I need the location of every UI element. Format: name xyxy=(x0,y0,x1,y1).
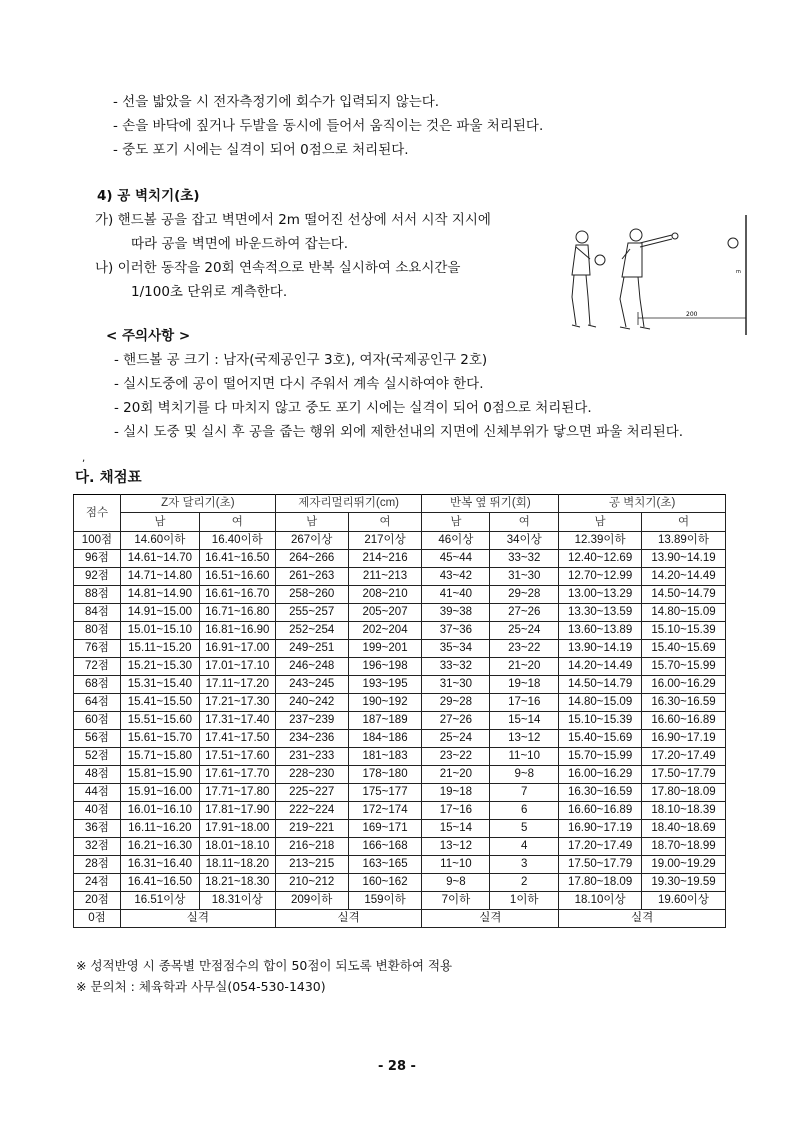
table-cell: 21~20 xyxy=(422,766,490,784)
scoring-table-body xyxy=(74,532,726,910)
male-header: 남 xyxy=(559,513,642,532)
table-cell: 210~212 xyxy=(275,874,348,892)
table-row xyxy=(74,658,726,676)
table-cell: 16.51~16.60 xyxy=(199,568,275,586)
table-cell: 202~204 xyxy=(348,622,422,640)
instruction-line: 나) 이러한 동작을 20회 연속적으로 반복 실시하여 소요시간을 xyxy=(95,260,461,276)
table-cell: 15.71~15.80 xyxy=(120,748,199,766)
male-header: 남 xyxy=(275,513,348,532)
table-cell: 190~192 xyxy=(348,694,422,712)
table-cell: 37~36 xyxy=(422,622,490,640)
table-cell: 255~257 xyxy=(275,604,348,622)
table-cell: 14.20~14.49 xyxy=(559,658,642,676)
table-cell: 213~215 xyxy=(275,856,348,874)
event-header: 제자리멀리뛰기(cm) xyxy=(275,495,422,513)
table-cell: 17.80~18.09 xyxy=(642,784,726,802)
table-cell: 27~26 xyxy=(422,712,490,730)
score-cell: 0점 xyxy=(74,910,121,928)
table-cell: 17.51~17.60 xyxy=(199,748,275,766)
table-row xyxy=(74,568,726,586)
table-cell: 15.61~15.70 xyxy=(120,730,199,748)
table-row xyxy=(74,838,726,856)
table-row xyxy=(74,712,726,730)
table-row xyxy=(74,802,726,820)
caution-title: < 주의사항 > xyxy=(106,328,191,344)
table-cell: 211~213 xyxy=(348,568,422,586)
table-cell: 33~32 xyxy=(490,550,559,568)
table-cell: 27~26 xyxy=(490,604,559,622)
table-cell: 15.70~15.99 xyxy=(559,748,642,766)
table-row xyxy=(74,730,726,748)
table-cell: 14.20~14.49 xyxy=(642,568,726,586)
table-cell: 2 xyxy=(490,874,559,892)
score-cell: 48점 xyxy=(74,766,121,784)
table-cell: 17~16 xyxy=(422,802,490,820)
table-cell: 231~233 xyxy=(275,748,348,766)
table-cell: 7이하 xyxy=(422,892,490,910)
table-cell: 187~189 xyxy=(348,712,422,730)
table-cell: 17.50~17.79 xyxy=(642,766,726,784)
female-header: 여 xyxy=(490,513,559,532)
svg-text:m: m xyxy=(736,269,741,275)
table-cell: 205~207 xyxy=(348,604,422,622)
table-cell: 13~12 xyxy=(422,838,490,856)
table-cell: 13.90~14.19 xyxy=(559,640,642,658)
table-cell: 31~30 xyxy=(490,568,559,586)
table-cell: 13.00~13.29 xyxy=(559,586,642,604)
score-cell: 60점 xyxy=(74,712,121,730)
table-cell: 15.51~15.60 xyxy=(120,712,199,730)
table-cell: 17.20~17.49 xyxy=(559,838,642,856)
table-cell: 29~28 xyxy=(490,586,559,604)
table-cell: 19~18 xyxy=(490,676,559,694)
score-cell: 24점 xyxy=(74,874,121,892)
table-cell: 11~10 xyxy=(490,748,559,766)
rule-line: - 선을 밟았을 시 전자측정기에 회수가 입력되지 않는다. xyxy=(113,94,440,110)
table-cell: 237~239 xyxy=(275,712,348,730)
male-header: 남 xyxy=(120,513,199,532)
table-cell: 16.41~16.50 xyxy=(199,550,275,568)
table-cell: 17.41~17.50 xyxy=(199,730,275,748)
table-row xyxy=(74,892,726,910)
table-cell: 16.31~16.40 xyxy=(120,856,199,874)
score-cell: 52점 xyxy=(74,748,121,766)
table-row xyxy=(74,676,726,694)
caution-line: - 핸드볼 공 크기 : 남자(국제공인구 3호), 여자(국제공인구 2호) xyxy=(114,352,488,368)
score-header: 점수 xyxy=(74,495,121,532)
table-row xyxy=(74,874,726,892)
table-row xyxy=(74,604,726,622)
table-cell: 6 xyxy=(490,802,559,820)
table-cell: 184~186 xyxy=(348,730,422,748)
table-cell: 16.21~16.30 xyxy=(120,838,199,856)
score-cell: 100점 xyxy=(74,532,121,550)
table-cell: 166~168 xyxy=(348,838,422,856)
table-cell: 246~248 xyxy=(275,658,348,676)
table-cell: 15~14 xyxy=(490,712,559,730)
table-cell: 15~14 xyxy=(422,820,490,838)
table-cell: 17.81~17.90 xyxy=(199,802,275,820)
table-cell: 264~266 xyxy=(275,550,348,568)
table-cell: 16.81~16.90 xyxy=(199,622,275,640)
score-cell: 40점 xyxy=(74,802,121,820)
caution-line: - 실시 도중 및 실시 후 공을 줍는 행위 외에 제한선내의 지면에 신체부위가 닿으면 파울 처리된다. xyxy=(114,424,684,440)
table-cell: 17.01~17.10 xyxy=(199,658,275,676)
table-cell: 222~224 xyxy=(275,802,348,820)
table-row xyxy=(74,784,726,802)
table-cell: 249~251 xyxy=(275,640,348,658)
table-cell: 33~32 xyxy=(422,658,490,676)
table-cell: 18.11~18.20 xyxy=(199,856,275,874)
score-cell: 44점 xyxy=(74,784,121,802)
table-cell: 214~216 xyxy=(348,550,422,568)
table-cell: 14.91~15.00 xyxy=(120,604,199,622)
table-cell: 15.31~15.40 xyxy=(120,676,199,694)
table-cell: 19~18 xyxy=(422,784,490,802)
score-cell: 28점 xyxy=(74,856,121,874)
table-cell: 13.30~13.59 xyxy=(559,604,642,622)
table-cell: 11~10 xyxy=(422,856,490,874)
table-cell: 45~44 xyxy=(422,550,490,568)
table-cell: 243~245 xyxy=(275,676,348,694)
page-number: - 28 - xyxy=(378,1059,416,1074)
table-cell: 234~236 xyxy=(275,730,348,748)
table-cell: 15.81~15.90 xyxy=(120,766,199,784)
table-cell: 17.11~17.20 xyxy=(199,676,275,694)
table-cell: 1이하 xyxy=(490,892,559,910)
table-cell: 41~40 xyxy=(422,586,490,604)
table-cell: 14.50~14.79 xyxy=(642,586,726,604)
footnote: ※ 문의처 : 체육학과 사무실(054-530-1430) xyxy=(76,979,326,994)
table-cell: 19.00~19.29 xyxy=(642,856,726,874)
table-cell: 17.50~17.79 xyxy=(559,856,642,874)
table-cell: 16.11~16.20 xyxy=(120,820,199,838)
scoring-table xyxy=(73,494,726,928)
table-row xyxy=(74,694,726,712)
table-cell: 9~8 xyxy=(490,766,559,784)
table-cell: 18.70~18.99 xyxy=(642,838,726,856)
table-row xyxy=(74,550,726,568)
table-cell: 16.60~16.89 xyxy=(642,712,726,730)
table-cell: 17.71~17.80 xyxy=(199,784,275,802)
section-title: 4) 공 벽치기(초) xyxy=(97,188,200,204)
score-cell: 92점 xyxy=(74,568,121,586)
table-cell: 25~24 xyxy=(490,622,559,640)
table-cell: 16.40이하 xyxy=(199,532,275,550)
table-cell: 19.30~19.59 xyxy=(642,874,726,892)
table-cell: 25~24 xyxy=(422,730,490,748)
table-cell: 228~230 xyxy=(275,766,348,784)
table-cell: 17.80~18.09 xyxy=(559,874,642,892)
table-cell: 34이상 xyxy=(490,532,559,550)
table-cell: 16.51이상 xyxy=(120,892,199,910)
table-cell: 15.11~15.20 xyxy=(120,640,199,658)
table-cell: 216~218 xyxy=(275,838,348,856)
table-cell: 14.81~14.90 xyxy=(120,586,199,604)
event-header: 반복 옆 뛰기(회) xyxy=(422,495,559,513)
table-cell: 21~20 xyxy=(490,658,559,676)
score-cell: 80점 xyxy=(74,622,121,640)
table-cell: 17.20~17.49 xyxy=(642,748,726,766)
table-cell: 15.01~15.10 xyxy=(120,622,199,640)
score-cell: 68점 xyxy=(74,676,121,694)
table-cell: 12.40~12.69 xyxy=(559,550,642,568)
table-cell: 17.91~18.00 xyxy=(199,820,275,838)
table-cell: 46이상 xyxy=(422,532,490,550)
instruction-line: 따라 공을 벽면에 바운드하여 잡는다. xyxy=(131,236,349,252)
score-cell: 76점 xyxy=(74,640,121,658)
table-cell: 181~183 xyxy=(348,748,422,766)
score-cell: 20점 xyxy=(74,892,121,910)
table-cell: 35~34 xyxy=(422,640,490,658)
table-cell: 23~22 xyxy=(422,748,490,766)
table-cell: 14.71~14.80 xyxy=(120,568,199,586)
score-cell: 96점 xyxy=(74,550,121,568)
table-cell: 217이상 xyxy=(348,532,422,550)
table-cell: 172~174 xyxy=(348,802,422,820)
female-header: 여 xyxy=(642,513,726,532)
disqualified-cell: 실격 xyxy=(559,910,726,928)
table-row xyxy=(74,820,726,838)
score-cell: 36점 xyxy=(74,820,121,838)
table-cell: 219~221 xyxy=(275,820,348,838)
table-cell: 16.71~16.80 xyxy=(199,604,275,622)
instruction-line: 가) 핸드볼 공을 잡고 벽면에서 2m 떨어진 선상에 서서 시작 지시에 xyxy=(95,212,491,228)
table-cell: 209이하 xyxy=(275,892,348,910)
table-cell: 18.01~18.10 xyxy=(199,838,275,856)
table-cell: 240~242 xyxy=(275,694,348,712)
caution-line: - 20회 벽치기를 다 마치지 않고 중도 포기 시에는 실격이 되어 0점으로 처리된다. xyxy=(114,400,592,416)
table-cell: 17.61~17.70 xyxy=(199,766,275,784)
table-cell: 193~195 xyxy=(348,676,422,694)
table-cell: 208~210 xyxy=(348,586,422,604)
table-cell: 15.41~15.50 xyxy=(120,694,199,712)
footnote: ※ 성적반영 시 종목별 만점점수의 합이 50점이 되도록 변환하여 적용 xyxy=(76,958,453,973)
table-cell: 15.91~16.00 xyxy=(120,784,199,802)
table-cell: 18.10~18.39 xyxy=(642,802,726,820)
table-cell: 15.40~15.69 xyxy=(642,640,726,658)
event-header: 공 벽치기(초) xyxy=(559,495,726,513)
score-cell: 88점 xyxy=(74,586,121,604)
table-cell: 5 xyxy=(490,820,559,838)
disqualified-cell: 실격 xyxy=(120,910,275,928)
table-cell: 18.10이상 xyxy=(559,892,642,910)
female-header: 여 xyxy=(348,513,422,532)
table-cell: 14.80~15.09 xyxy=(559,694,642,712)
table-cell: 15.70~15.99 xyxy=(642,658,726,676)
table-cell: 15.10~15.39 xyxy=(642,622,726,640)
table-cell: 17.21~17.30 xyxy=(199,694,275,712)
table-cell: 12.39이하 xyxy=(559,532,642,550)
table-cell: 18.21~18.30 xyxy=(199,874,275,892)
table-cell: 16.90~17.19 xyxy=(559,820,642,838)
score-cell: 72점 xyxy=(74,658,121,676)
table-cell: 13.60~13.89 xyxy=(559,622,642,640)
table-cell: 261~263 xyxy=(275,568,348,586)
table-cell: 13.90~14.19 xyxy=(642,550,726,568)
table-cell: 175~177 xyxy=(348,784,422,802)
rule-line: - 중도 포기 시에는 실격이 되어 0점으로 처리된다. xyxy=(113,142,409,158)
instruction-line: 1/100초 단위로 계측한다. xyxy=(131,284,288,300)
female-header: 여 xyxy=(199,513,275,532)
table-cell: 16.01~16.10 xyxy=(120,802,199,820)
table-cell: 159이하 xyxy=(348,892,422,910)
table-cell: 163~165 xyxy=(348,856,422,874)
table-cell: 7 xyxy=(490,784,559,802)
table-cell: 17~16 xyxy=(490,694,559,712)
table-cell: 258~260 xyxy=(275,586,348,604)
table-cell: 14.60이하 xyxy=(120,532,199,550)
table-cell: 16.60~16.89 xyxy=(559,802,642,820)
score-cell: 84점 xyxy=(74,604,121,622)
table-cell: 43~42 xyxy=(422,568,490,586)
ball-wall-illustration xyxy=(560,215,755,340)
table-cell: 16.90~17.19 xyxy=(642,730,726,748)
disqualified-cell: 실격 xyxy=(422,910,559,928)
table-cell: 15.40~15.69 xyxy=(559,730,642,748)
table-cell: 252~254 xyxy=(275,622,348,640)
table-cell: 12.70~12.99 xyxy=(559,568,642,586)
table-cell: 16.00~16.29 xyxy=(559,766,642,784)
table-cell: 16.61~16.70 xyxy=(199,586,275,604)
table-row xyxy=(74,622,726,640)
table-cell: 4 xyxy=(490,838,559,856)
table-cell: 196~198 xyxy=(348,658,422,676)
table-cell: 13.89이하 xyxy=(642,532,726,550)
table-cell: 15.21~15.30 xyxy=(120,658,199,676)
table-cell: 267이상 xyxy=(275,532,348,550)
table-cell: 14.50~14.79 xyxy=(559,676,642,694)
table-cell: 39~38 xyxy=(422,604,490,622)
table-cell: 16.41~16.50 xyxy=(120,874,199,892)
table-row xyxy=(74,856,726,874)
table-cell: 169~171 xyxy=(348,820,422,838)
distance-label: 200 xyxy=(686,311,698,318)
table-cell: 14.61~14.70 xyxy=(120,550,199,568)
score-cell: 56점 xyxy=(74,730,121,748)
table-cell: 23~22 xyxy=(490,640,559,658)
score-cell: 32점 xyxy=(74,838,121,856)
table-cell: 16.30~16.59 xyxy=(642,694,726,712)
caution-line: - 실시도중에 공이 떨어지면 다시 주워서 계속 실시하여야 한다. xyxy=(114,376,484,392)
table-row xyxy=(74,640,726,658)
table-row xyxy=(74,532,726,550)
table-row xyxy=(74,766,726,784)
disqualified-cell: 실격 xyxy=(275,910,422,928)
table-cell: 17.31~17.40 xyxy=(199,712,275,730)
stray-mark: , xyxy=(82,453,86,464)
score-section-title: 다. 채점표 xyxy=(75,470,142,486)
table-cell: 16.30~16.59 xyxy=(559,784,642,802)
table-cell: 16.91~17.00 xyxy=(199,640,275,658)
table-cell: 178~180 xyxy=(348,766,422,784)
table-cell: 16.00~16.29 xyxy=(642,676,726,694)
table-cell: 13~12 xyxy=(490,730,559,748)
table-cell: 15.10~15.39 xyxy=(559,712,642,730)
table-cell: 19.60이상 xyxy=(642,892,726,910)
table-cell: 3 xyxy=(490,856,559,874)
table-cell: 199~201 xyxy=(348,640,422,658)
table-cell: 31~30 xyxy=(422,676,490,694)
score-cell: 64점 xyxy=(74,694,121,712)
table-cell: 18.40~18.69 xyxy=(642,820,726,838)
rule-line: - 손을 바닥에 짚거나 두발을 동시에 들어서 움직이는 것은 파울 처리된다. xyxy=(113,118,544,134)
male-header: 남 xyxy=(422,513,490,532)
table-cell: 9~8 xyxy=(422,874,490,892)
table-cell: 225~227 xyxy=(275,784,348,802)
table-cell: 160~162 xyxy=(348,874,422,892)
table-cell: 18.31이상 xyxy=(199,892,275,910)
table-cell: 29~28 xyxy=(422,694,490,712)
table-row xyxy=(74,748,726,766)
event-header: Z자 달리기(초) xyxy=(120,495,275,513)
table-row xyxy=(74,586,726,604)
table-cell: 14.80~15.09 xyxy=(642,604,726,622)
